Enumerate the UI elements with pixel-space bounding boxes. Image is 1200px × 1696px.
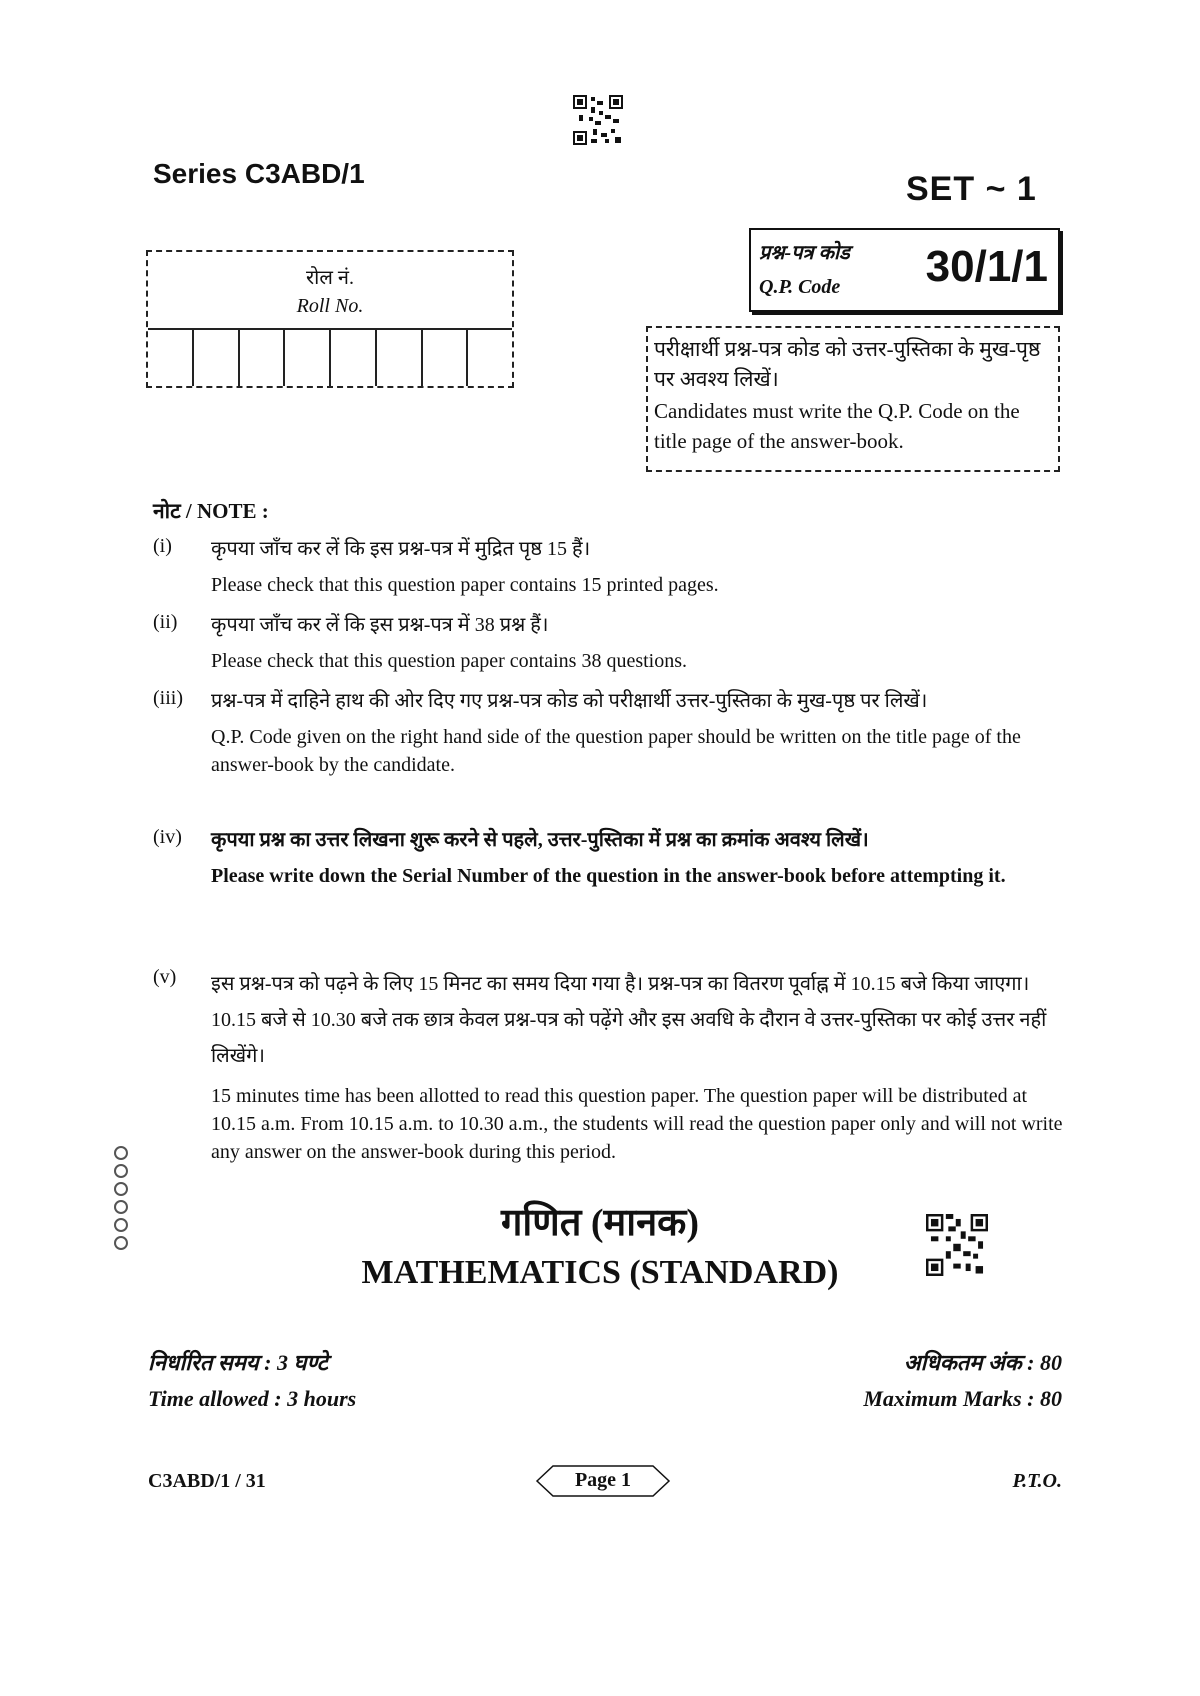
note-number: (i) <box>153 535 172 557</box>
note-text-hindi: इस प्रश्न-पत्र को पढ़ने के लिए 15 मिनट का समय दिया गया है। प्रश्न-पत्र का वितरण पूर्वाह्न में 10.15 बजे किया जाएगा। 10.15 बजे से 10.30 बजे तक छात्र केवल प्रश्न-पत्र को पढ़ेंगे और इस अवधि के दौरान वे उत्तर-पुस्तिका पर कोई उत्तर नहीं लिखेंगे। <box>211 973 1047 1067</box>
subject-qr-code <box>926 1214 988 1276</box>
candidate-instruction-hindi: परीक्षार्थी प्रश्न-पत्र कोड को उत्तर-पुस्तिका के मुख-पृष्ठ पर अवश्य लिखें। <box>654 337 1041 391</box>
set-label: SET ~ 1 <box>906 170 1037 208</box>
series-label: Series C3ABD/1 <box>153 158 365 189</box>
roll-cell[interactable] <box>240 330 286 386</box>
note-text-english: Please check that this question paper contains 38 questions. <box>211 650 688 672</box>
note-item <box>153 611 1063 675</box>
note-number: (iii) <box>153 687 183 709</box>
note-number: (v) <box>153 966 177 988</box>
footer-page-number: Page 1 <box>574 1469 632 1491</box>
candidate-instruction-english: Candidates must write the Q.P. Code on the title page of the answer-book. <box>654 399 1020 453</box>
qp-label-hindi: प्रश्न-पत्र कोड <box>759 242 850 264</box>
note-text-english: Q.P. Code given on the right hand side of the question paper should be written on the title page of the answer-book by the candidate. <box>211 726 1021 776</box>
note-item <box>153 535 1063 599</box>
roll-cell[interactable] <box>285 330 331 386</box>
swirl-icon <box>114 1146 128 1160</box>
maximum-marks-english: Maximum Marks : 80 <box>863 1386 1062 1411</box>
swirl-icon <box>114 1164 128 1178</box>
roll-cell[interactable] <box>148 330 194 386</box>
roll-label-hindi: रोल नं. <box>305 267 355 289</box>
roll-cell[interactable] <box>194 330 240 386</box>
maximum-marks-hindi: अधिकतम अंक : 80 <box>903 1350 1062 1375</box>
roll-cell[interactable] <box>423 330 469 386</box>
swirl-icon <box>114 1182 128 1196</box>
note-text-hindi: कृपया जाँच कर लें कि इस प्रश्न-पत्र में मुद्रित पृष्ठ 15 हैं। <box>211 538 591 560</box>
roll-cell[interactable] <box>377 330 423 386</box>
time-allowed <box>148 1345 356 1417</box>
roll-cell[interactable] <box>468 330 512 386</box>
roll-cell[interactable] <box>331 330 377 386</box>
roll-label-english: Roll No. <box>296 295 364 317</box>
top-qr-code <box>573 95 623 145</box>
candidate-instruction-box <box>646 326 1060 472</box>
note-number: (ii) <box>153 611 178 633</box>
note-item <box>153 687 1063 779</box>
note-text-hindi: कृपया जाँच कर लें कि इस प्रश्न-पत्र में 38 प्रश्न हैं। <box>211 614 549 636</box>
footer-pto: P.T.O. <box>1012 1470 1062 1492</box>
note-title: नोट / NOTE : <box>153 499 269 523</box>
note-item <box>153 966 1063 1166</box>
note-item <box>153 826 1063 890</box>
subject-title-hindi: गणित (मानक) <box>500 1202 700 1244</box>
qp-code-value: 30/1/1 <box>925 242 1048 291</box>
footer-paper-code: C3ABD/1 / 31 <box>148 1470 266 1492</box>
qp-label-english: Q.P. Code <box>759 276 841 298</box>
note-text-english: Please write down the Serial Number of the question in the answer-book before attempting it. <box>211 865 1006 887</box>
note-text-english: Please check that this question paper contains 15 printed pages. <box>211 574 719 596</box>
roll-number-box <box>146 250 514 388</box>
note-text-hindi: प्रश्न-पत्र में दाहिने हाथ की ओर दिए गए प्रश्न-पत्र कोड को परीक्षार्थी उत्तर-पुस्तिका के मुख-पृष्ठ पर लिखें। <box>211 690 928 712</box>
note-text-hindi: कृपया प्रश्न का उत्तर लिखना शुरू करने से पहले, उत्तर-पुस्तिका में प्रश्न का क्रमांक अवश्य लिखें। <box>211 829 869 851</box>
roll-number-cells[interactable] <box>148 330 512 386</box>
subject-title-english: MATHEMATICS (STANDARD) <box>361 1254 839 1291</box>
time-allowed-hindi: निर्धारित समय : 3 घण्टे <box>148 1350 328 1375</box>
maximum-marks <box>863 1345 1062 1417</box>
roll-number-header <box>148 252 512 330</box>
note-number: (iv) <box>153 826 182 848</box>
time-allowed-english: Time allowed : 3 hours <box>148 1386 357 1411</box>
note-text-english: 15 minutes time has been allotted to read this question paper. The question paper will be distributed at 10.15 a.m. From 10.15 a.m. to 10.30 a.m., the students will read the question paper only and will not write any answer on the answer-book during this period. <box>211 1085 1063 1163</box>
qp-code-box <box>749 228 1060 312</box>
footer-page-badge <box>535 1464 671 1498</box>
